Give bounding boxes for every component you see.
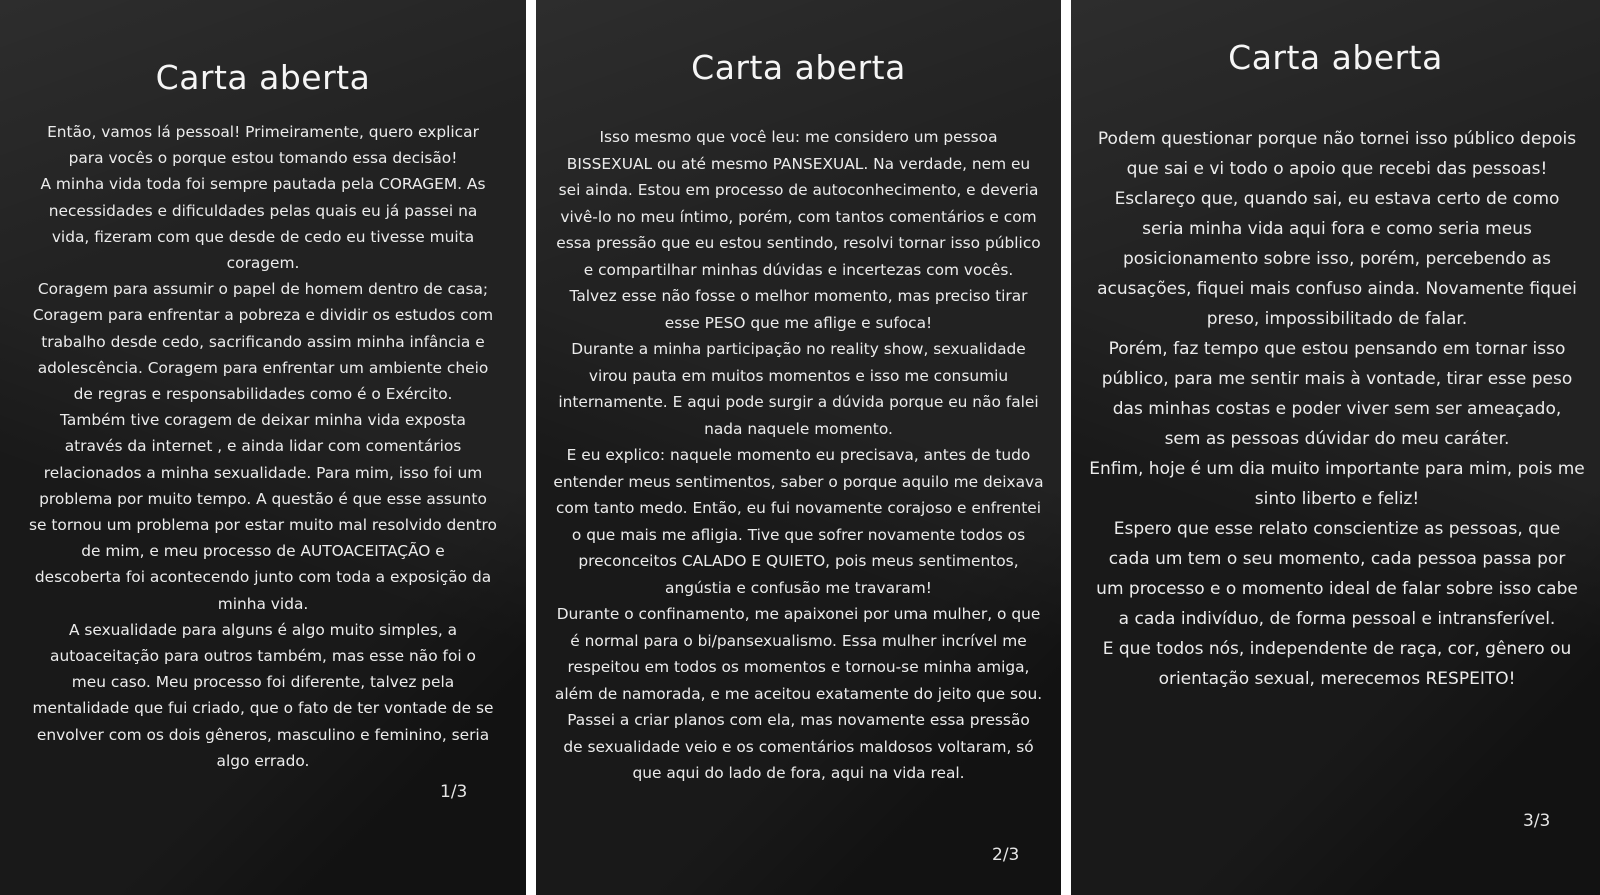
text-line: Enfim, hoje é um dia muito importante para mim, pois me [1089,459,1585,479]
text-line: das minhas costas e poder viver sem ser ameaçado, [1112,399,1562,419]
letter-page-3 [1071,0,1600,895]
text-line: Espero que esse relato conscientize as pessoas, que [1113,519,1561,539]
text-line: adolescência. Coragem para enfrentar um ambiente cheio [37,358,489,377]
text-line: Coragem para assumir o papel de homem dentro de casa; [37,280,489,299]
page-title: Carta aberta [1228,38,1443,77]
text-line: Coragem para enfrentar a pobreza e dividir os estudos com [32,306,494,325]
text-line: descoberta foi acontecendo junto com toda a exposição da [34,568,492,587]
text-line: posicionamento sobre isso, porém, percebendo as [1122,249,1552,269]
text-line: se tornou um problema por estar muito mal resolvido dentro [29,516,497,535]
text-line: Passei a criar planos com ela, mas novamente essa pressão [567,711,1030,729]
text-line: e compartilhar minhas dúvidas e incertezas com vocês. [583,260,1014,279]
text-line: que aqui do lado de fora, aqui na vida real. [632,764,965,782]
text-line: relacionados a minha sexualidade. Para mim, isso foi um [43,463,483,482]
page-number: 3/3 [1523,811,1551,831]
letter-body [0,119,526,774]
text-line: minha vida. [217,594,309,613]
page-title: Carta aberta [691,48,906,87]
text-line: sei ainda. Estou em processo de autoconhecimento, e deveria [558,181,1039,199]
text-line: coragem. [226,254,300,273]
text-line: de mim, e meu processo de AUTOACEITAÇÃO e [81,542,445,561]
text-line: respeitou em todos os momentos e tornou-se minha amiga, [567,658,1030,676]
text-line: algo errado. [216,751,310,770]
text-line: sem as pessoas dúvidar do meu caráter. [1164,429,1510,449]
text-line: A minha vida toda foi sempre pautada pela CORAGEM. As [40,175,486,194]
text-line: Porém, faz tempo que estou pensando em tornar isso [1108,339,1566,359]
text-line: angústia e confusão me travaram! [665,578,932,597]
text-line: para vocês o porque estou tomando essa decisão! [68,149,458,168]
text-line: virou pauta em muitos momentos e isso me consumiu [588,366,1009,385]
text-line: cada um tem o seu momento, cada pessoa passa por [1108,549,1566,569]
text-line: internamente. E aqui pode surgir a dúvida porque eu não falei [558,393,1039,411]
page-title: Carta aberta [155,58,371,97]
text-line: Durante a minha participação no reality show, sexualidade [571,340,1026,358]
page-number: 1/3 [440,782,468,802]
text-line: público, para me sentir mais à vontade, tirar esse peso [1101,369,1573,389]
text-line: envolver com os dois gêneros, masculino e feminino, seria [36,725,490,744]
text-line: BISSEXUAL ou até mesmo PANSEXUAL. Na verdade, nem eu [566,154,1031,173]
text-line: A sexualidade para alguns é algo muito simples, a [68,620,458,639]
text-line: necessidades e dificuldades pelas quais eu já passei na [48,201,478,220]
text-line: acusações, fiquei mais confuso ainda. Novamente fiquei [1097,279,1577,299]
text-line: seria minha vida aqui fora e como seria meus [1142,219,1532,239]
letter-page-2 [536,0,1061,895]
text-line: o que mais me afligia. Tive que sofrer novamente todos os [571,525,1026,544]
text-line: entender meus sentimentos, saber o porque aquilo me deixava [553,472,1044,491]
text-line: Esclareço que, quando sai, eu estava certo de como [1114,189,1560,209]
text-line: E eu explico: naquele momento eu precisava, antes de tudo [566,446,1031,464]
text-line: vivê-lo no meu íntimo, porém, com tantos comentários e com [560,207,1037,226]
text-line: que sai e vi todo o apoio que recebi das pessoas! [1126,159,1548,179]
text-line: Podem questionar porque não tornei isso público depois [1097,129,1577,149]
text-line: a cada indivíduo, de forma pessoal e intransferível. [1118,609,1556,629]
text-line: de regras e responsabilidades como é o Exército. [73,385,453,404]
letter-page-1 [0,0,526,895]
text-line: um processo e o momento ideal de falar sobre isso cabe [1096,579,1578,599]
text-line: de sexualidade veio e os comentários maldosos voltaram, só [563,737,1034,756]
text-line: é normal para o bi/pansexualismo. Essa mulher incrível me [570,631,1027,650]
text-line: problema por muito tempo. A questão é que esse assunto [39,489,487,508]
text-line: essa pressão que eu estou sentindo, resolvi tornar isso público [556,234,1041,252]
text-line: meu caso. Meu processo foi diferente, talvez pela [71,673,455,692]
text-line: preconceitos CALADO E QUIETO, pois meus sentimentos, [578,552,1019,570]
text-line: autoaceitação para outros também, mas esse não foi o [50,647,476,666]
text-line: Talvez esse não fosse o melhor momento, mas preciso tirar [569,287,1028,305]
text-line: vida, fizeram com que desde de cedo eu tivesse muita [51,227,475,246]
text-line: através da internet , e ainda lidar com comentários [64,437,462,456]
page-number: 2/3 [992,845,1020,865]
text-line: além de namorada, e me aceitou exatamente do jeito que sou. [554,684,1043,703]
text-line: Também tive coragem de deixar minha vida exposta [60,411,466,430]
text-line: preso, impossibilitado de falar. [1206,309,1468,329]
text-line: Então, vamos lá pessoal! Primeiramente, quero explicar [47,123,479,141]
text-line: Durante o confinamento, me apaixonei por uma mulher, o que [556,605,1041,623]
letter-body [536,124,1061,787]
text-line: com tanto medo. Então, eu fui novamente corajoso e enfrentei [555,499,1042,517]
text-line: trabalho desde cedo, sacrificando assim minha infância e [41,332,485,351]
text-line: sinto liberto e feliz! [1254,489,1420,509]
text-line: mentalidade que fui criado, que o fato de ter vontade de se [32,699,494,718]
text-line: orientação sexual, merecemos RESPEITO! [1158,669,1516,689]
text-line: Isso mesmo que você leu: me considero um pessoa [599,128,998,146]
letter-body [1071,124,1600,694]
text-line: E que todos nós, independente de raça, cor, gênero ou [1102,639,1572,659]
text-line: nada naquele momento. [704,419,893,438]
text-line: esse PESO que me aflige e sufoca! [664,313,933,332]
